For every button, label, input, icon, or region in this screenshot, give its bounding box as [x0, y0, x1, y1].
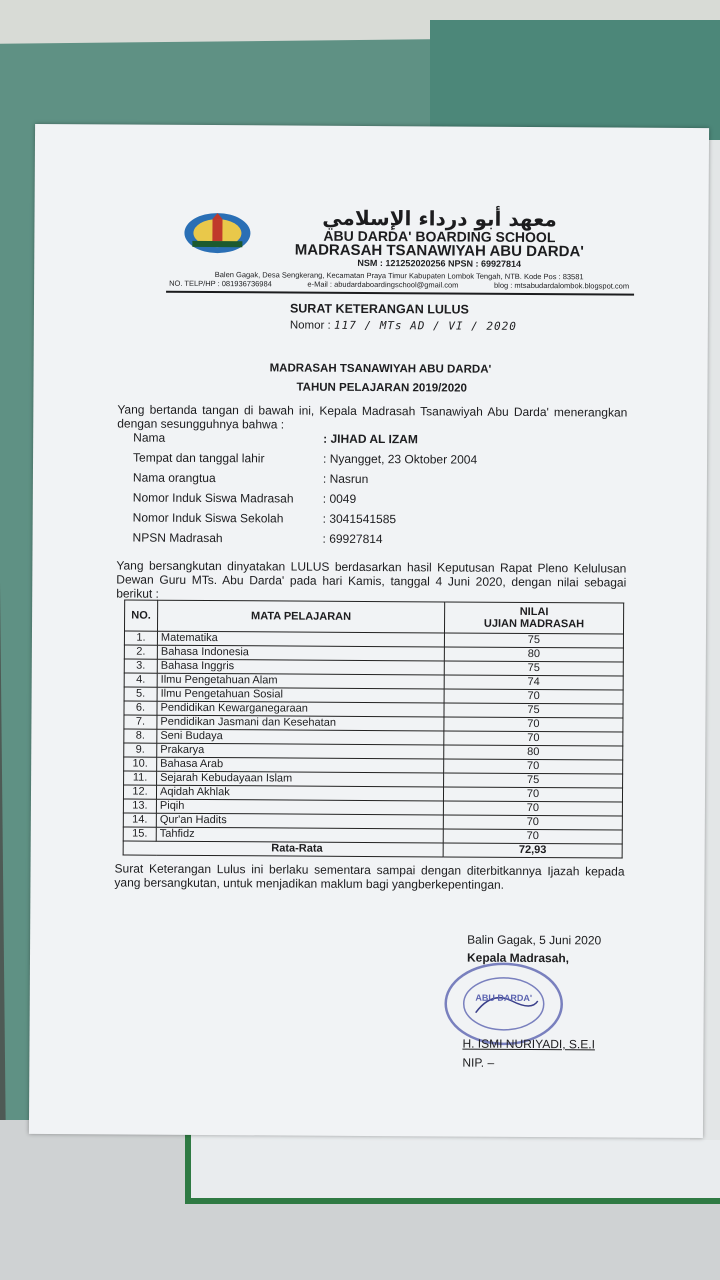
row-number: 14.	[123, 813, 156, 827]
score-value: 70	[443, 829, 622, 844]
signer-name: H. ISMI NURIYADI, S.E.I	[462, 1036, 595, 1052]
subject-name: Aqidah Akhlak	[156, 785, 443, 801]
statement-paragraph: Yang bersangkutan dinyatakan LULUS berdasarkan hasil Keputusan Rapat Pleno Kelulusan Dewan Guru MTs. Abu Darda' pada hari Kamis, tanggal 4 Juni 2020, dengan nilai sebagai berikut :	[116, 558, 627, 601]
col-subject-header: MATA PELAJARAN	[157, 600, 444, 633]
subject-name: Ilmu Pengetahuan Alam	[157, 673, 444, 689]
nomor-label: Nomor :	[289, 319, 331, 332]
info-value: : 3041541585	[322, 511, 397, 527]
row-number: 5.	[124, 687, 157, 701]
info-row	[133, 511, 533, 531]
average-label: Rata-Rata	[123, 841, 443, 857]
email: e-Mail : abudardaboardingschool@gmail.com	[307, 279, 459, 290]
subject-name: Prakarya	[157, 743, 444, 759]
info-value: : Nyangget, 23 Oktober 2004	[323, 451, 478, 467]
school-address: Balen Gagak, Desa Sengkerang, Kecamatan Praya Timur Kabupaten Lombok Tengah, NTB. Kode Pos : 83581	[214, 270, 584, 282]
score-value: 75	[444, 773, 623, 788]
col-score-header	[444, 602, 623, 634]
info-value: : Nasrun	[322, 471, 369, 486]
official-stamp-icon	[441, 960, 566, 1047]
document-title: SURAT KETERANGAN LULUS	[289, 301, 469, 317]
place-date: Balin Gagak, 5 Juni 2020	[467, 932, 602, 948]
grades-table	[123, 600, 625, 859]
col-score-line2: UJIAN MADRASAH	[483, 617, 585, 631]
subject-name: Tahfidz	[156, 827, 443, 843]
subject-name: Qur'an Hadits	[156, 813, 443, 829]
subject-name: Matematika	[157, 631, 444, 647]
row-number: 2.	[124, 645, 157, 659]
score-value: 70	[444, 717, 623, 732]
subject-name: Piqih	[156, 799, 443, 815]
info-label: Nomor Induk Siswa Sekolah	[132, 510, 284, 526]
row-number: 4.	[124, 673, 157, 687]
row-number: 7.	[124, 715, 157, 729]
phone: NO. TELP/HP : 081936736984	[169, 278, 272, 289]
info-row	[133, 491, 533, 511]
info-label: NPSN Madrasah	[132, 530, 223, 546]
score-value: 70	[443, 787, 622, 802]
info-value: : JIHAD AL IZAM	[323, 431, 418, 447]
row-number: 15.	[123, 827, 156, 841]
intro-paragraph: Yang bertanda tangan di bawah ini, Kepala Madrasah Tsanawiyah Abu Darda' menerangkan dengan sesungguhnya bahwa :	[117, 402, 628, 432]
row-number: 11.	[124, 771, 157, 785]
row-number: 10.	[124, 757, 157, 771]
signer-role: Kepala Madrasah,	[466, 950, 570, 966]
average-row	[123, 841, 622, 858]
madrasah-name: MADRASAH TSANAWIYAH ABU DARDA'	[294, 241, 584, 261]
info-label: Tempat dan tanggal lahir	[133, 450, 265, 466]
score-value: 70	[444, 759, 623, 774]
score-value: 80	[444, 647, 623, 662]
nomor-value: 117 / MTs AD / VI / 2020	[333, 318, 517, 333]
score-value: 74	[444, 675, 623, 690]
document-number	[290, 319, 517, 333]
closing-paragraph: Surat Keterangan Lulus ini berlaku sementara sampai dengan diterbitkannya Ijazah kepada yang bersangkutan, untuk menjadikan maklum bagi yangberkepentingan.	[114, 861, 625, 892]
row-number: 3.	[124, 659, 157, 673]
score-value: 75	[444, 703, 623, 718]
arabic-school-name: معهد أبو درداء الإسلامي	[322, 205, 557, 232]
info-row	[132, 531, 532, 551]
row-number: 12.	[123, 785, 156, 799]
row-number: 6.	[124, 701, 157, 715]
subject-name: Ilmu Pengetahuan Sosial	[157, 687, 444, 703]
subject-name: Pendidikan Kewarganegaraan	[157, 701, 444, 717]
subject-name: Bahasa Inggris	[157, 659, 444, 675]
info-value: : 69927814	[322, 531, 383, 547]
average-value: 72,93	[443, 843, 622, 858]
info-row	[133, 431, 533, 451]
col-score-line1: NILAI	[519, 605, 549, 619]
header-divider	[166, 291, 634, 296]
score-value: 70	[444, 731, 623, 746]
subject-name: Pendidikan Jasmani dan Kesehatan	[157, 715, 444, 731]
green-binder	[185, 1128, 720, 1204]
info-row	[133, 471, 533, 491]
subject-name: Bahasa Arab	[157, 757, 444, 773]
row-number: 13.	[123, 799, 156, 813]
stamp-text: ABU DARDA'	[475, 992, 533, 1004]
institution-heading: MADRASAH TSANAWIYAH ABU DARDA'	[269, 362, 492, 376]
subject-name: Bahasa Indonesia	[157, 645, 444, 661]
academic-year-heading: TAHUN PELAJARAN 2019/2020	[296, 381, 467, 395]
subject-name: Sejarah Kebudayaan Islam	[157, 771, 444, 787]
school-name: ABU DARDA' BOARDING SCHOOL	[323, 227, 556, 246]
score-value: 70	[443, 815, 622, 830]
nsm-npsn: NSM : 121252020256 NPSN : 69927814	[357, 257, 522, 269]
score-value: 80	[444, 745, 623, 760]
row-number: 1.	[124, 631, 157, 645]
score-value: 70	[444, 689, 623, 704]
blog: blog : mtsabudardalombok.blogspot.com	[493, 280, 630, 291]
score-value: 75	[444, 661, 623, 676]
info-value: : 0049	[322, 491, 357, 506]
certificate-paper	[29, 124, 709, 1138]
score-value: 75	[444, 633, 623, 648]
col-no-header: NO.	[124, 600, 157, 631]
subject-name: Seni Budaya	[157, 729, 444, 745]
info-label: Nama orangtua	[132, 470, 216, 486]
row-number: 8.	[124, 729, 157, 743]
school-logo-icon	[182, 211, 252, 255]
contact-line	[169, 279, 629, 291]
row-number: 9.	[124, 743, 157, 757]
table-header-row	[124, 600, 623, 634]
info-row	[133, 451, 533, 471]
score-value: 70	[443, 801, 622, 816]
info-label: Nama	[133, 430, 166, 445]
signer-nip: NIP. –	[462, 1055, 495, 1070]
info-label: Nomor Induk Siswa Madrasah	[132, 490, 294, 506]
